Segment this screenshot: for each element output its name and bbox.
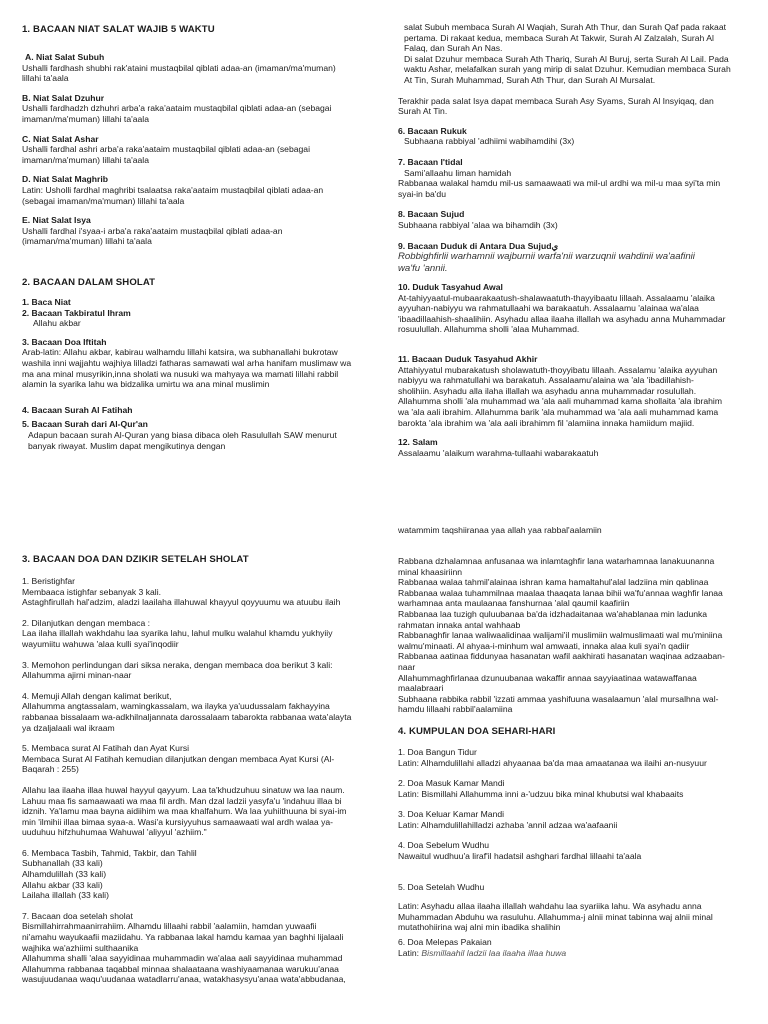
subsection-title: 4. Bacaan Surah Al Fatihah <box>22 404 133 415</box>
list-item: 4. Doa Sebelum Wudhu Nawaitul wudhuu'a liraf'il hadatsil ashghari fardhal lillaahi ta'aala <box>398 840 642 862</box>
subsection-title-text: 9. Bacaan Duduk di Antara Dua Sujud <box>398 240 552 251</box>
paragraph: Latin: Usholli fardhal maghribi tsalaatsa raka'aataim mustaqbilal qiblati adaa-an (sebagai imaman/ma'muman) lillahi ta'aala <box>22 184 324 206</box>
subsection-title: C. Niat Salat Ashar <box>22 133 99 144</box>
paragraph: Adapun bacaan surah Al-Quran yang biasa dibaca oleh Rasulullah SAW menurut banyak riwayat. Muslim dapat mengikutinya dengan <box>28 429 337 451</box>
section-doa-dzikir <box>22 554 374 985</box>
paragraph: Ushalli fardhal ashri arba'a raka'aataim mustaqbilal qiblati adaa-an (sebagai imaman/ma'muman) lillahi ta'aala <box>22 144 310 165</box>
paragraph: Attahiyyatul mubarakatush sholawatuth-thoyyibatu lillaah. Assalamu 'alaika ayyuhan nabiyyu wa rahmatullahi wa barakatuh. Assalaamu'alaina wa 'ala 'ibadillahish- sholihiin. Asyhadu alla ilaha illallah wa asyhadu anna muhammadar rosulullah. Allahumma sholli 'ala muhammad wa 'ala aali muhammad kama shollaita 'ala ibrahim wa 'ala aali ibrahim. Allahumma barik 'ala muhammad wa 'ala aali muhammad kama barokta 'ala ibrahim wa 'ala aali ibrahimm fil 'alamiina innaka hamiidum majiid. <box>398 364 722 428</box>
subsection-title: 5. Bacaan Surah dari Al-Qur'an <box>22 419 148 430</box>
arabic-mark: ي <box>551 240 559 251</box>
subsection-title: 6. Bacaan Rukuk <box>398 125 467 136</box>
paragraph: Ushalli fardhal i'syaa-i arba'a raka'aataim mustaqbilal qiblati adaa-an (imaman/ma'muman) lillahi ta'aala <box>22 225 283 247</box>
list-item: 2. Doa Masuk Kamar Mandi Latin: Bismillahi Allahumma inni a-'udzuu bika minal khubutsi wal khabaaits <box>398 778 684 799</box>
paragraph <box>398 948 748 959</box>
subsection-title: 3. Bacaan Doa Iftitah <box>22 336 107 347</box>
subsection-title: 10. Duduk Tasyahud Awal <box>398 282 503 293</box>
paragraph: Terakhir pada salat Isya dapat membaca Surah Asy Syams, Surah Al Insyiqaq, dan Surah At Tin. <box>398 95 714 117</box>
paragraph: watammim taqshiiranaa yaa allah yaa rabbal'aalamiin <box>398 525 602 535</box>
paragraph: salat Subuh membaca Surah Al Waqiah, Surah Ath Thur, dan Surah Qaf pada rakaat pertama. Di rakaat kedua, membaca Surah At Takwir, Surah Al Zalzalah, Surah Al Falaq, dan Surah An Nas. Di salat Dzuhur membaca Surah Ath Thariq, Surah Al Buruj, serta Surah Al Lail. Pada waktu Ashar, melafalkan surah yang mirip di salat Dzuhur. Kemudian membaca Surah At Tin, Surah Muhammad, Surah Ath Thur, dan Surah Al Mursalat. <box>404 22 731 85</box>
list-item: 2. Dilanjutkan dengan membaca : Laa ilaha illallah wakhdahu laa syarika lahu, lahul mulku walahul khamdu yukhyiiy wayumiitu wahuwa 'alaa kulli syai'inqodiir <box>22 617 333 649</box>
paragraph: Assalaamu 'alaikum warahma-tullaahi wabarakaatuh <box>398 447 599 458</box>
section-title: 2. BACAAN DALAM SHOLAT <box>22 277 156 288</box>
paragraph: Subhaana rabbiyal 'adhiimi wabihamdihi (3x) <box>404 136 575 147</box>
list-item: 1. Doa Bangun Tidur Latin: Alhamdulillahi alladzi ahyaanaa ba'da maa amaatanaa wa ilaihi an-nusyuur <box>398 746 707 768</box>
list-item: 5. Membaca surat Al Fatihah dan Ayat Kursi Membaca Surat Al Fatihah kemudian dilanjutkan dengan membaca Ayat Kursi (Al- Baqarah : 255) <box>22 743 335 775</box>
list-item: 4. Memuji Allah dengan kalimat berikut, Allahumma angtassalam, wamingkassalam, wa ilayka ya'uudussalam fakhayyina rabbanaa bissalaam wa-adkhilnaljannata darossalaam tabarokta rabbanaa wata'alayta ya dzaljalaali wal ikraam <box>22 690 352 733</box>
section-niat-salat <box>22 24 372 247</box>
subsection-title: E. Niat Salat Isya <box>22 215 91 226</box>
subsection-title: 8. Bacaan Sujud <box>398 209 465 220</box>
subsection-title: 11. Bacaan Duduk Tasyahud Akhir <box>398 354 538 365</box>
section-bacaan-sholat <box>22 277 372 451</box>
paragraph: Rabbana dzhalamnaa anfusanaa wa inlamtaghfir lana watarhamnaa lanakuunanna minal khaasiriinn Rabbanaa walaa tahmil'alainaa ishran kama hamaltahul'alal ladziina min qablinaa Rabbanaa walaa tuhammilnaa maalaa thaaqata lanaa bihii wa'fu'annaa waghfir lanaa warhamnaa anta maulaanaa fanshurnaa 'alal qaumil kaafiriin Rabbanaa laa tuzigh quluubanaa ba'da idzhadaitanaa wa'ahablanaa min ladunka rahmatan innaka antal wahhaab Rabbanaghfir lanaa waliwaalidinaa walijami'il muslimiin walmuslimaati wal mu'miniina walmu'minaati. Al ahyaa-i-minhum wal amwaati, innaka alaa kuli syai'n qadiir Rabbanaa aatinaa fiddunyaa hasanatan wafil aakhirati hasanatan waqinaa adzaaban- naar Allahummaghfirlanaa dzunuubanaa wakaffir annaa sayyiaatinaa watawaffanaa maalabraari Subhaana rabbika rabbil 'izzati ammaa yashifuuna wasalaamun 'alal mursalhna wal- hamdu lillaahi rabbil'aalamiina <box>398 556 725 715</box>
list-item: 3. Doa Keluar Kamar Mandi Latin: Alhamdulillahilladzi azhaba 'annil adzaa wa'aafaanii <box>398 809 618 830</box>
list-item: 1. Beristighfar Membaaca istighfar sebanyak 3 kali. Astaghfirullah hal'adzim, aladzi laailaha illahuwal khayyul qoyyuumu wa atuubu ilaih <box>22 576 341 608</box>
paragraph: Allahu akbar <box>33 318 81 329</box>
subsection-title: A. Niat Salat Subuh <box>25 52 105 62</box>
paragraph: Latin: Asyhadu allaa ilaaha illallah wahdahu laa syariika lahu. Wa asyhadu anna Muhammadan Abduhu wa rasuluhu. Allahumma-j alnii minat tabinna waj alnii minal mutathohiirina waj alni min ibadika shalihin <box>398 901 713 933</box>
paragraph: Sami'allaahu liman hamidah <box>404 167 512 178</box>
list-item-title: 5. Doa Setelah Wudhu <box>398 881 485 892</box>
paragraph: Rabbanaa walakal hamdu mil-us samaawaati wa mil-ul ardhi wa mil-u maa syi'ta min syai-in ba'du <box>398 178 721 199</box>
list-item: 7. Bacaan doa setelah sholat Bismillahirrahmaanirrahiim. Alhamdu lillaahi rabbil 'aalamiin, hamdan yuwaafii ni'amahu wayukaafii maziidahu. Ya rabbanaa lakal hamdu kamaa yan baghhi lijalaali wajhika wa'azhiimi sulthaanika Allahumma shalli 'alaa sayyidinaa muhammadin wa'alaa aali sayyidinaa muhammad Allahumma rabbanaa taqabbal minnaa shalaataana washiyaamanaa warukuu'anaa wasujuudanaa waqu'uudanaa watadlarru'anaa, watakhasysyu'anaa wata'abbudanaa, <box>22 910 346 985</box>
section-title: 1. BACAAN NIAT SALAT WAJIB 5 WAKTU <box>22 24 215 35</box>
list-item: 6. Membaca Tasbih, Tahmid, Takbir, dan Tahlil Subhanallah (33 kali) Alhamdulillah (33 kali) Allahu akbar (33 kali) Lailaha illallah (33 kali) <box>22 847 197 901</box>
section-continued-line <box>398 525 748 536</box>
paragraph: Ushalli fardhash shubhi rak'ataini mustaqbilal qiblati adaa-an (imaman/ma'muman) lillahi ta'aala <box>22 62 336 84</box>
paragraph: Ushalli fardhadzh dzhuhri arba'a raka'aataim mustaqbilal qiblati adaa-an (sebagai imaman/ma'muman) lillahi ta'aala <box>22 103 332 124</box>
subsection-title: D. Niat Salat Maghrib <box>22 174 108 185</box>
paragraph: Subhaana rabbiyal 'alaa wa bihamdih (3x) <box>398 219 558 230</box>
section-bacaan-lanjutan <box>398 22 748 458</box>
paragraph: Robbighfirlii warhamnii wajburnii warfa'nii warzuqnii wahdinii wa'aafinii wa'fu 'annii. <box>398 251 695 274</box>
section-doa-sehari-hari <box>398 556 748 958</box>
list-item-title: 6. Doa Melepas Pakaian <box>398 937 492 948</box>
paragraph: Arab-latin: Allahu akbar, kabirau walhamdu lillahi katsira, wa subhanallahi bukrotaw washila inni wajjahtu wajhiya lilladzi fatharas samawati wal arha hanifam muslimaw wa ma ana minal musyrikin,inna sholati wa nusuki wa mahyaya wa mamati lillahi rabbil alamin la syarika lahu wa bidzalika umirtu wa ana minal muslimin <box>22 347 352 390</box>
subsection-title: 1. Baca Niat <box>22 297 71 307</box>
latin-text: Bismillaahil ladzii laa ilaaha illaa huwa <box>421 947 567 958</box>
section-title: 3. BACAAN DOA DAN DZIKIR SETELAH SHOLAT <box>22 554 249 565</box>
section-title: 4. KUMPULAN DOA SEHARI-HARI <box>398 725 556 737</box>
subsection-title <box>398 241 748 252</box>
latin-label: Latin: <box>398 947 422 958</box>
subsection-title: 7. Bacaan I'tidal <box>398 156 463 167</box>
paragraph: Allahu laa ilaaha illaa huwal hayyul qayyum. Laa ta'khudzuhuu sinatuw wa laa naum. Lahuu maa fis samaawaati wa maa fil ardh. Man dzal ladzii yasyfa'u 'indahuu illaa bi idznih. Ya'lamu maa bayna aidiihim wa maa khalfahum. Wa laa yuhiithuuna bi syai-im min 'ilmihii illaa bimaa syaa-a. Wasi'a kursiyyuhus samaawaati wal ardh walaa ya- uuduhuu hifzhuhumaa Wahuwal 'aliyyul 'azhiim." <box>22 784 347 838</box>
subsection-title: 2. Bacaan Takbiratul Ihram <box>22 307 131 318</box>
paragraph: At-tahiyyaatul-mubaarakaatush-shalawaatuth-thayyibaatu lillaah. Assalaamu 'alaika ayyuhan-nabiyyu wa rahmatullaahi wa barakaatuh. Assalaamu 'alainaa wa'alaa 'ibaadillaahish-shaalihiin. Asyhadu allaa ilaaha illallah wa asyhadu anna Muhammadar rosuulullah. Allahumma sholli 'alaa Muhammad. <box>398 292 726 335</box>
subsection-title: 12. Salam <box>398 437 438 448</box>
subsection-title: B. Niat Salat Dzuhur <box>22 92 105 103</box>
list-item: 3. Memohon perlindungan dari siksa neraka, dengan membaca doa berikut 3 kali: Allahumma ajirni minan-naar <box>22 659 333 681</box>
